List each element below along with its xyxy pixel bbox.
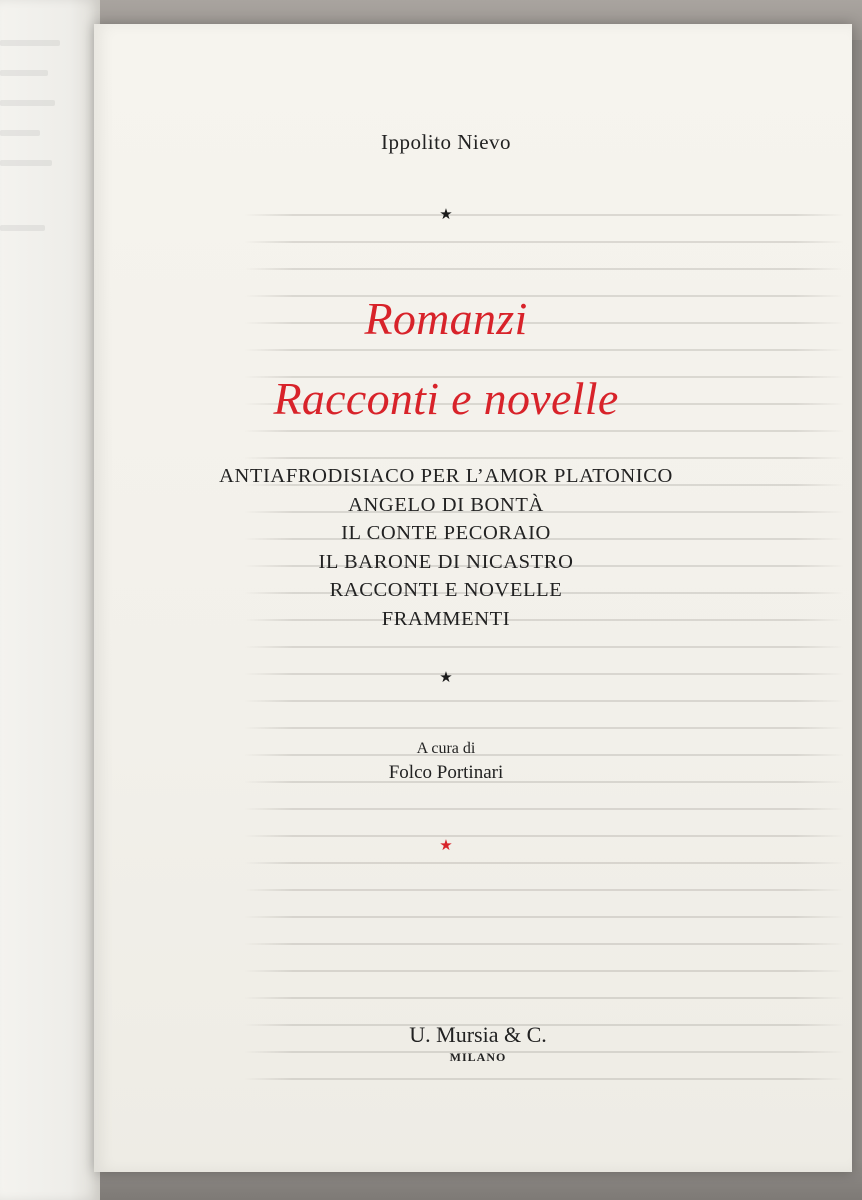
author-name: Ippolito Nievo <box>380 130 512 154</box>
publisher-city: MILANO <box>449 1050 507 1064</box>
works-list <box>94 462 798 634</box>
star-ornament-middle: ★ <box>439 670 453 686</box>
left-page-edge <box>0 0 100 1200</box>
book-title-line-2: Racconti e novelle <box>273 373 619 424</box>
work-title: ANTIAFRODISIACO PER L’AMOR PLATONICO <box>219 465 673 487</box>
editor-label: A cura di <box>416 740 476 757</box>
star-ornament-red: ★ <box>439 838 453 854</box>
work-title: ANGELO DI BONTÀ <box>348 493 544 516</box>
work-title: RACCONTI E NOVELLE <box>329 579 563 602</box>
work-title: IL CONTE PECORAIO <box>341 522 551 545</box>
editor-name: Folco Portinari <box>388 762 504 783</box>
star-ornament-top: ★ <box>439 207 453 223</box>
publisher-name: U. Mursia & C. <box>409 1022 547 1047</box>
work-title: IL BARONE DI NICASTRO <box>318 550 574 573</box>
book-title-line-1: Romanzi <box>364 293 528 344</box>
work-title: FRAMMENTI <box>381 607 511 630</box>
